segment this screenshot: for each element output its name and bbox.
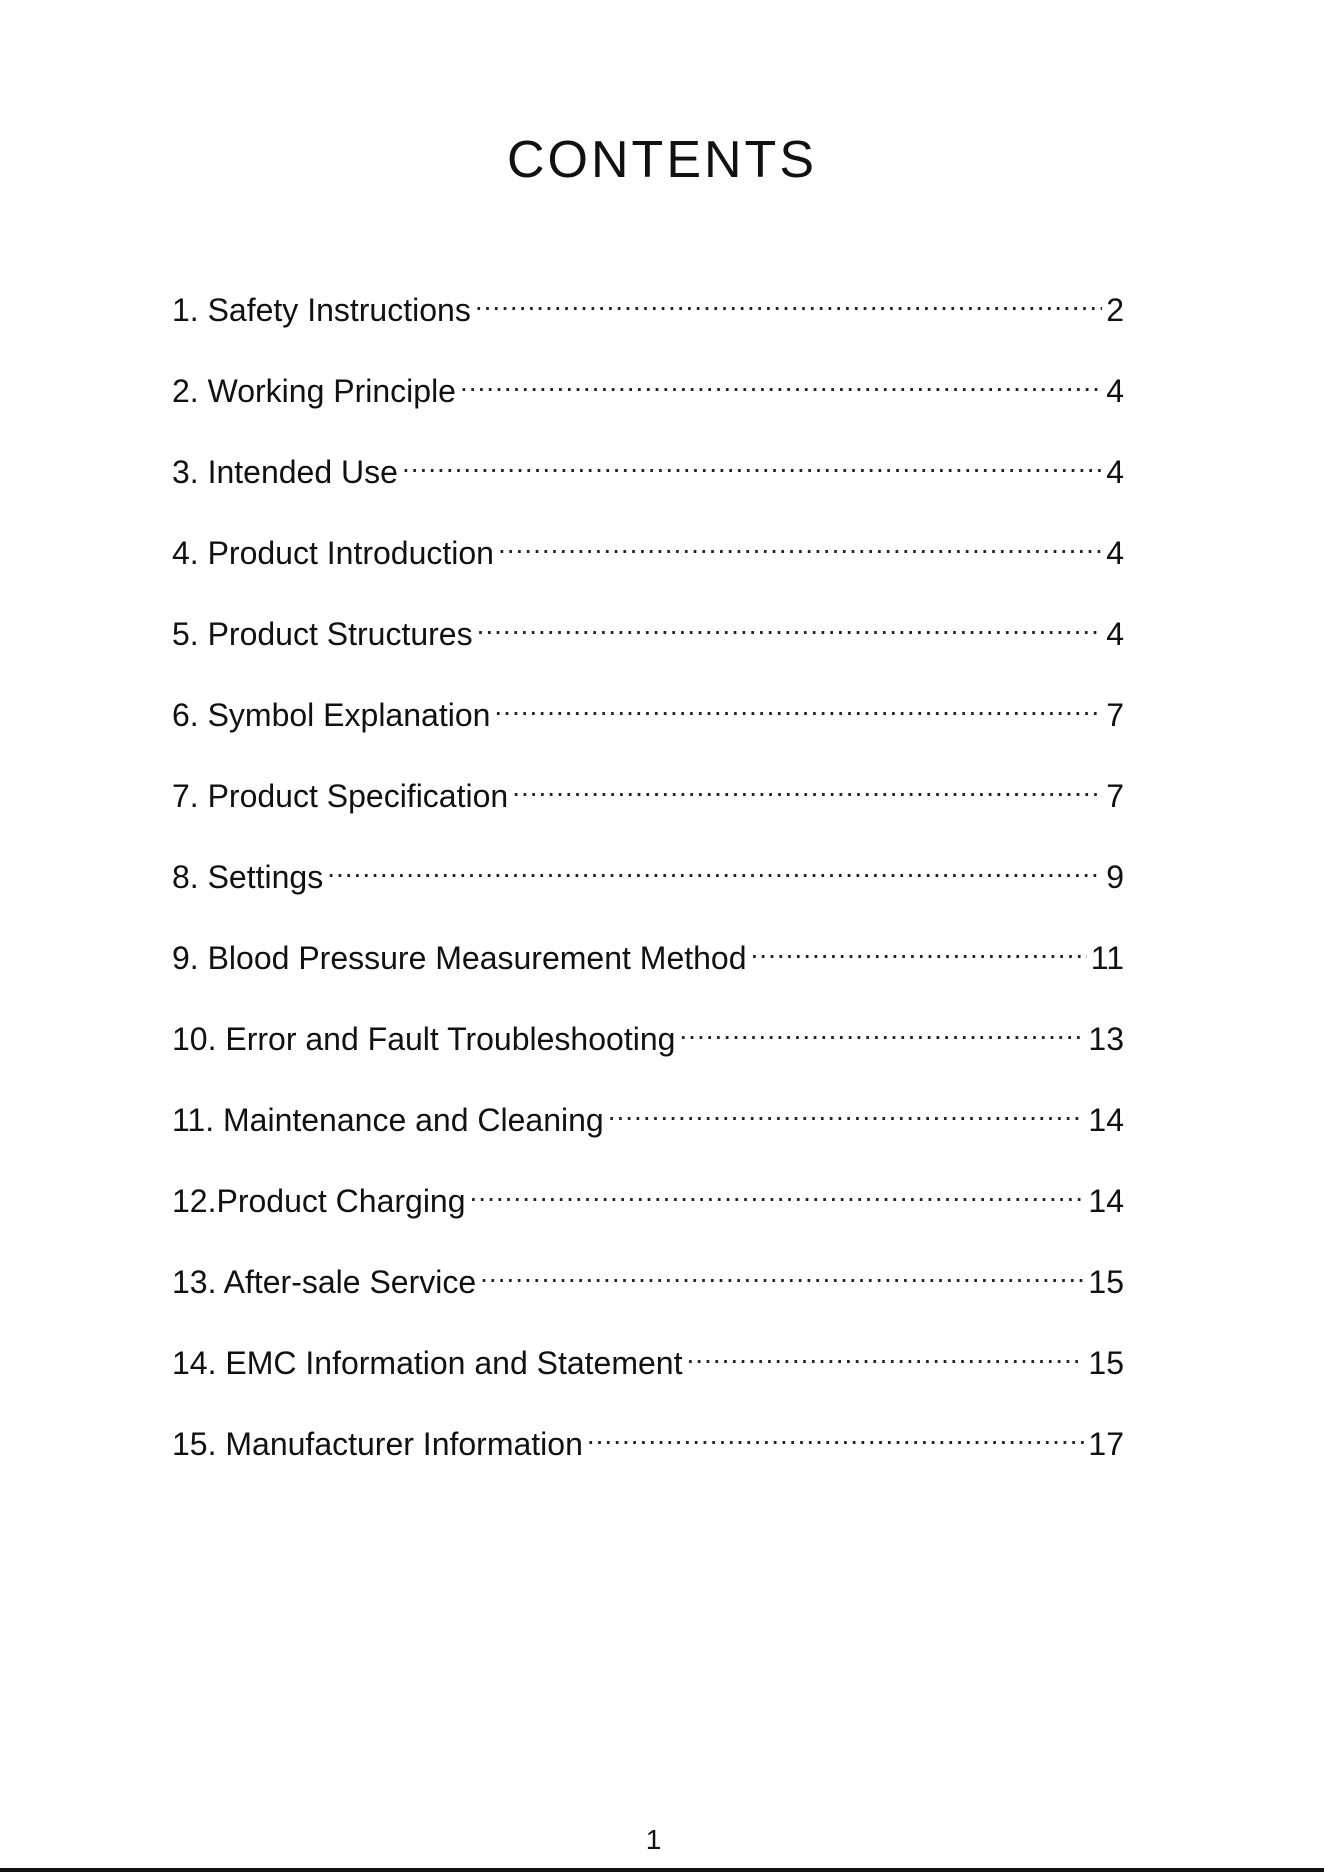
toc-entry-label: 11. Maintenance and Cleaning: [172, 1102, 604, 1138]
toc-entry-page: 11: [1090, 940, 1124, 976]
toc-entry-page: 14: [1088, 1102, 1124, 1138]
toc-entry-page: 9: [1106, 859, 1124, 895]
toc-entry-label: 14. EMC Information and Statement: [172, 1345, 683, 1381]
toc-dot-leader: [460, 356, 1102, 402]
toc-entry-label: 4. Product Introduction: [172, 535, 494, 571]
toc-entry[interactable]: [172, 761, 1124, 842]
toc-entry-label: 3. Intended Use: [172, 454, 398, 490]
toc-entry-page: 15: [1088, 1345, 1124, 1381]
toc-entry-label: 2. Working Principle: [172, 373, 456, 409]
page-title: CONTENTS: [507, 131, 817, 189]
toc-entry-label: 7. Product Specification: [172, 778, 509, 814]
toc-entry-label: 13. After-sale Service: [172, 1264, 477, 1300]
toc-dot-leader: [587, 1409, 1085, 1455]
toc-dot-leader: [498, 518, 1102, 564]
toc-entry[interactable]: [172, 1004, 1124, 1085]
toc-entry[interactable]: [172, 680, 1124, 761]
toc-dot-leader: [686, 1328, 1084, 1374]
toc-entry[interactable]: [172, 1085, 1124, 1166]
toc-entry[interactable]: [172, 1247, 1124, 1328]
toc-entry-label: 1. Safety Instructions: [172, 292, 471, 328]
toc-entry-label: 12.Product Charging: [172, 1183, 466, 1219]
toc-entry[interactable]: [172, 1328, 1124, 1409]
toc-dot-leader: [477, 599, 1102, 645]
toc-dot-leader: [475, 275, 1102, 321]
toc-entry[interactable]: [172, 356, 1124, 437]
toc-dot-leader: [608, 1085, 1085, 1131]
toc-dot-leader: [679, 1004, 1084, 1050]
toc-entry[interactable]: [172, 437, 1124, 518]
toc-entry[interactable]: [172, 1166, 1124, 1247]
toc-entry-page: 17: [1088, 1426, 1124, 1462]
toc-entry-page: 7: [1106, 697, 1124, 733]
toc-entry-page: 4: [1106, 616, 1124, 652]
toc-entry-page: 13: [1088, 1021, 1124, 1057]
toc-entry-label: 10. Error and Fault Troubleshooting: [172, 1021, 676, 1057]
table-of-contents: [172, 275, 1124, 1490]
toc-entry-label: 9. Blood Pressure Measurement Method: [172, 940, 747, 976]
toc-entry[interactable]: [172, 842, 1124, 923]
bottom-border-rule: [0, 1868, 1324, 1872]
toc-dot-leader: [327, 842, 1102, 888]
toc-entry-page: 15: [1088, 1264, 1124, 1300]
toc-dot-leader: [402, 437, 1102, 483]
toc-entry-label: 8. Settings: [172, 859, 324, 895]
toc-entry-page: 4: [1106, 454, 1124, 490]
toc-entry[interactable]: [172, 1409, 1124, 1490]
toc-entry-page: 14: [1088, 1183, 1124, 1219]
toc-entry[interactable]: [172, 518, 1124, 599]
toc-entry-label: 15. Manufacturer Information: [172, 1426, 583, 1462]
toc-dot-leader: [512, 761, 1102, 807]
toc-entry[interactable]: [172, 599, 1124, 680]
toc-entry-label: 5. Product Structures: [172, 616, 473, 652]
toc-entry-page: 4: [1106, 535, 1124, 571]
toc-entry-page: 4: [1106, 373, 1124, 409]
toc-dot-leader: [751, 923, 1087, 969]
toc-dot-leader: [470, 1166, 1085, 1212]
toc-dot-leader: [494, 680, 1102, 726]
toc-entry-page: 7: [1106, 778, 1124, 814]
page-number: 1: [645, 1824, 662, 1855]
toc-entry[interactable]: [172, 275, 1124, 356]
toc-entry-page: 2: [1106, 292, 1124, 328]
toc-entry-label: 6. Symbol Explanation: [172, 697, 491, 733]
toc-entry[interactable]: [172, 923, 1124, 1004]
toc-dot-leader: [480, 1247, 1084, 1293]
